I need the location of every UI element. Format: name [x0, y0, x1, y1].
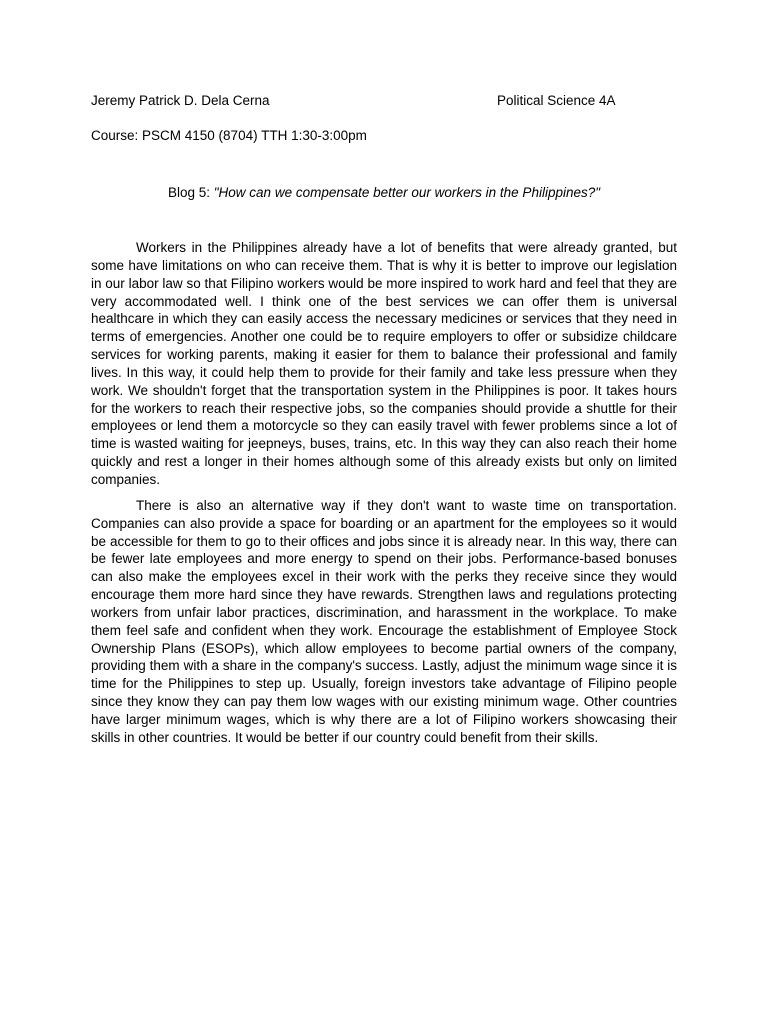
- blog-title-question: "How can we compensate better our workers in the Philippines?": [213, 185, 601, 200]
- class-name: Political Science 4A: [497, 93, 616, 108]
- essay-body: [91, 239, 677, 755]
- blog-title: [0, 184, 768, 202]
- paragraph-2: There is also an alternative way if they don't want to waste time on transportation. Companies can also provide a space for boarding or an apartment for the employees so it would be accessible for them to go to their offices and jobs since it is already near. In this way, there can be fewer late employees and more energy to spend on their jobs. Performance-based bonuses can also make the employees excel in their work with the perks they receive since they would encourage them more hard since they have rewards. Strengthen laws and regulations protecting workers from unfair labor practices, discrimination, and harassment in the workplace. To make them feel safe and confident when they work. Encourage the establishment of Employee Stock Ownership Plans (ESOPs), which allow employees to become partial owners of the company, providing them with a share in the company's success. Lastly, adjust the minimum wage since it is time for the Philippines to step up. Usually, foreign investors take advantage of Filipino people since they know they can pay them low wages with our existing minimum wage. Other countries have larger minimum wages, which is why there are a lot of Filipino workers showcasing their skills in other countries. It would be better if our country could benefit from their skills.: [91, 497, 677, 745]
- paragraph-1: Workers in the Philippines already have a lot of benefits that were already granted, but some have limitations on who can receive them. That is why it is better to improve our legislation in our labor law so that Filipino workers would be more inspired to work hard and feel that they are very accommodated well. I think one of the best services we can offer them is universal healthcare in which they can easily access the necessary medicines or services that they need in terms of emergencies. Another one could be to require employers to offer or subsidize childcare services for working parents, making it easier for them to balance their professional and family lives. In this way, it could help them to provide for their family and take less pressure when they work. We shouldn't forget that the transportation system in the Philippines is poor. It takes hours for the workers to reach their respective jobs, so the companies should provide a shuttle for their employees or lend them a motorcycle so they can easily travel with fewer problems since a lot of time is wasted waiting for jeepneys, buses, trains, etc. In this way they can also reach their home quickly and rest a longer in their homes although some of this already exists but only on limited companies.: [91, 240, 677, 487]
- course-info: Course: PSCM 4150 (8704) TTH 1:30-3:00pm: [91, 128, 367, 143]
- author-name: Jeremy Patrick D. Dela Cerna: [91, 93, 270, 108]
- blog-title-prefix: Blog 5:: [167, 185, 214, 200]
